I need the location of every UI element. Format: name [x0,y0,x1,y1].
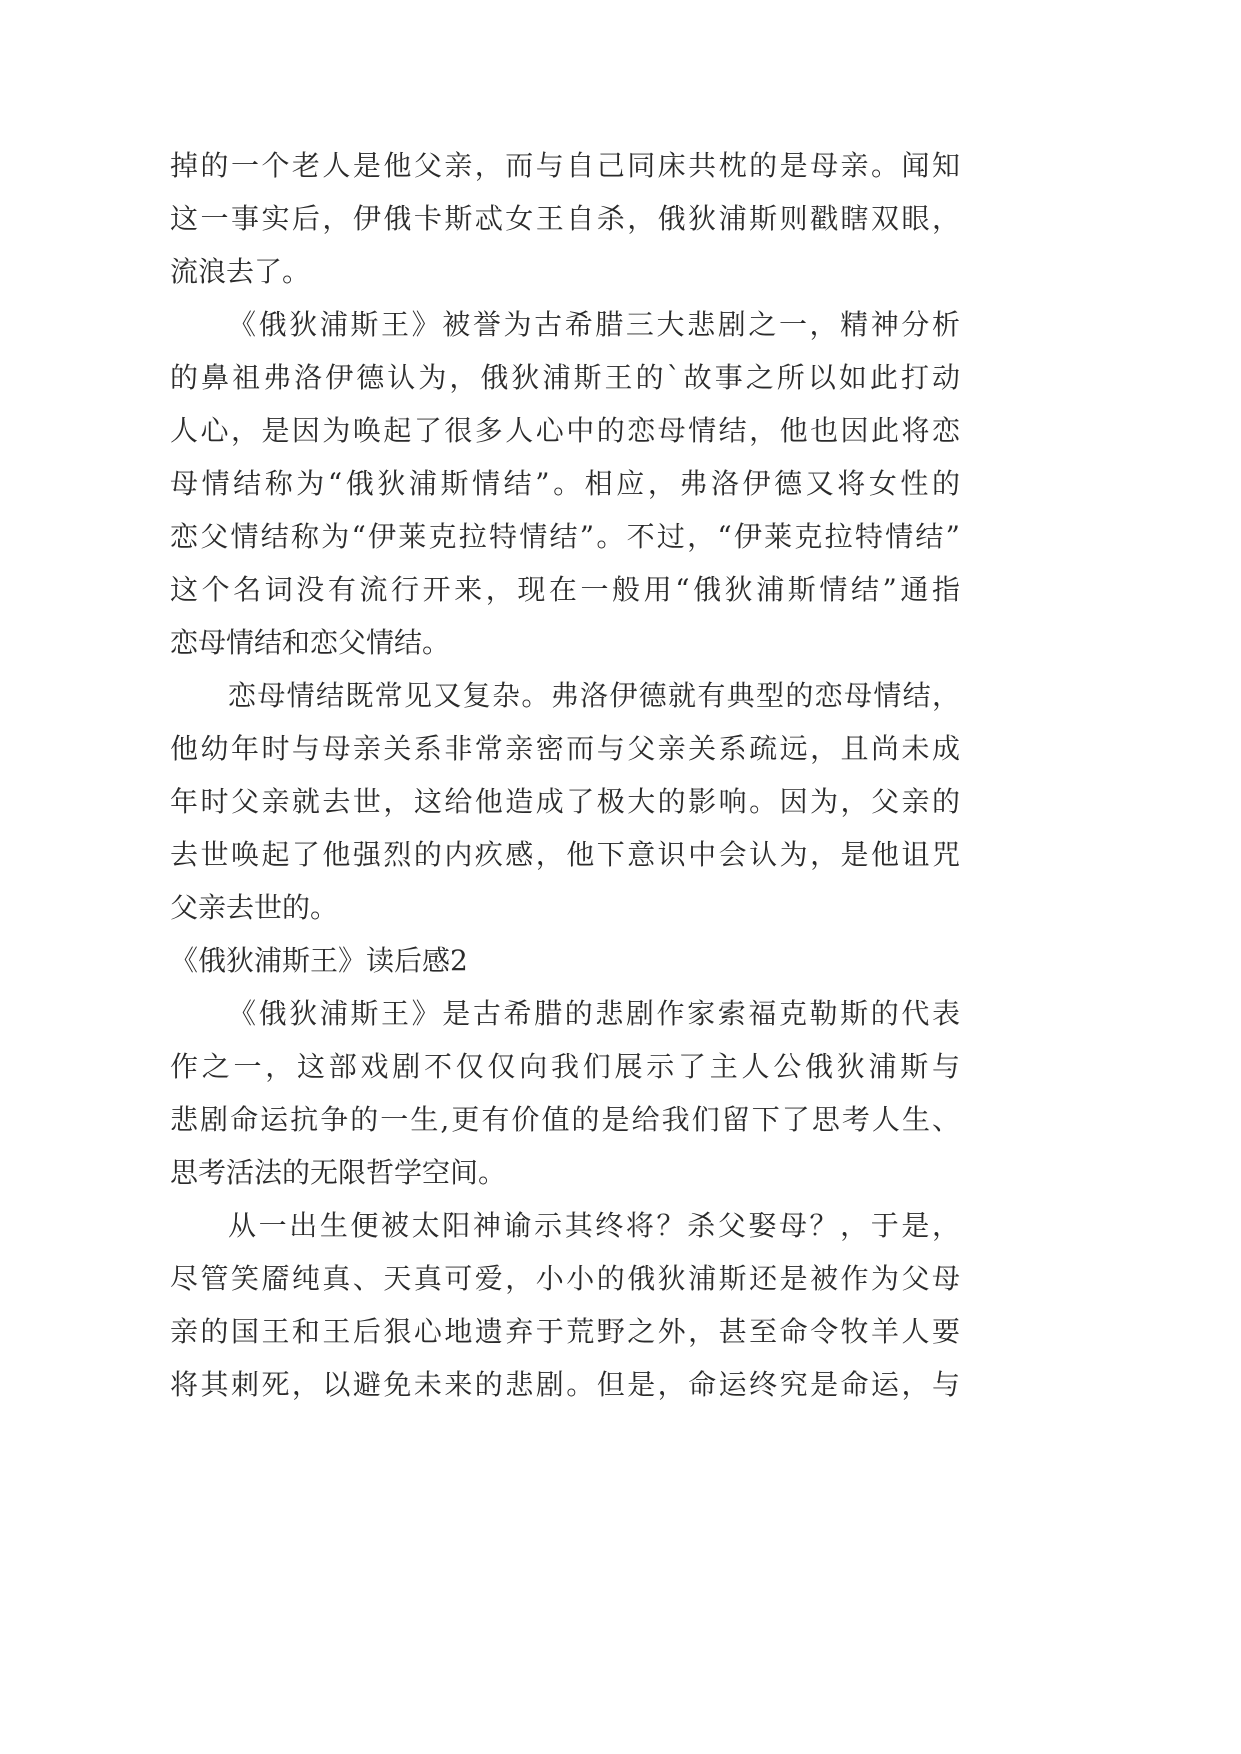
document-page [170,139,960,1411]
text-line: 母情结称为“俄狄浦斯情结”。相应，弗洛伊德又将女性的 [170,467,960,500]
text-line: 这个名词没有流行开来，现在一般用“俄狄浦斯情结”通指 [170,573,960,606]
text-line: 他幼年时与母亲关系非常亲密而与父亲关系疏远，且尚未成 [170,732,960,765]
text-line: 去世唤起了他强烈的内疚感，他下意识中会认为，是他诅咒 [170,838,960,871]
text-line: 的鼻祖弗洛伊德认为，俄狄浦斯王的`故事之所以如此打动 [170,361,960,394]
paragraph-5 [170,1199,960,1411]
paragraph-3 [170,669,960,934]
text-line: 《俄狄浦斯王》是古希腊的悲剧作家索福克勒斯的代表 [228,997,960,1030]
text-line: 《俄狄浦斯王》被誉为古希腊三大悲剧之一，精神分析 [228,308,960,341]
text-line: 流浪去了。 [170,255,311,288]
text-line: 恋母情结既常见又复杂。弗洛伊德就有典型的恋母情结， [228,679,960,712]
text-line: 年时父亲就去世，这给他造成了极大的影响。因为，父亲的 [170,785,960,818]
text-line: 从一出生便被太阳神谕示其终将？杀父娶母？，于是， [228,1209,960,1242]
text-line: 恋父情结称为“伊莱克拉特情结”。不过，“伊莱克拉特情结” [170,520,960,553]
paragraph-2 [170,298,960,669]
text-line: 将其刺死，以避免未来的悲剧。但是，命运终究是命运，与 [170,1368,960,1401]
text-line: 作之一，这部戏剧不仅仅向我们展示了主人公俄狄浦斯与 [170,1050,960,1083]
text-line: 亲的国王和王后狠心地遗弃于荒野之外，甚至命令牧羊人要 [170,1315,960,1348]
text-line: 掉的一个老人是他父亲，而与自己同床共枕的是母亲。闻知 [170,149,960,182]
text-line: 父亲去世的。 [170,891,339,924]
text-line: 人心，是因为唤起了很多人心中的恋母情结，他也因此将恋 [170,414,960,447]
paragraph-4 [170,987,960,1199]
text-line: 尽管笑靥纯真、天真可爱，小小的俄狄浦斯还是被作为父母 [170,1262,960,1295]
text-line: 悲剧命运抗争的一生,更有价值的是给我们留下了思考人生、 [170,1103,960,1136]
text-line: 这一事实后，伊俄卡斯忒女王自杀，俄狄浦斯则戳瞎双眼， [170,202,960,235]
paragraph-1 [170,139,960,298]
section-heading: 《俄狄浦斯王》读后感2 [170,944,468,977]
text-line: 恋母情结和恋父情结。 [170,626,451,659]
text-line: 思考活法的无限哲学空间。 [170,1156,507,1189]
